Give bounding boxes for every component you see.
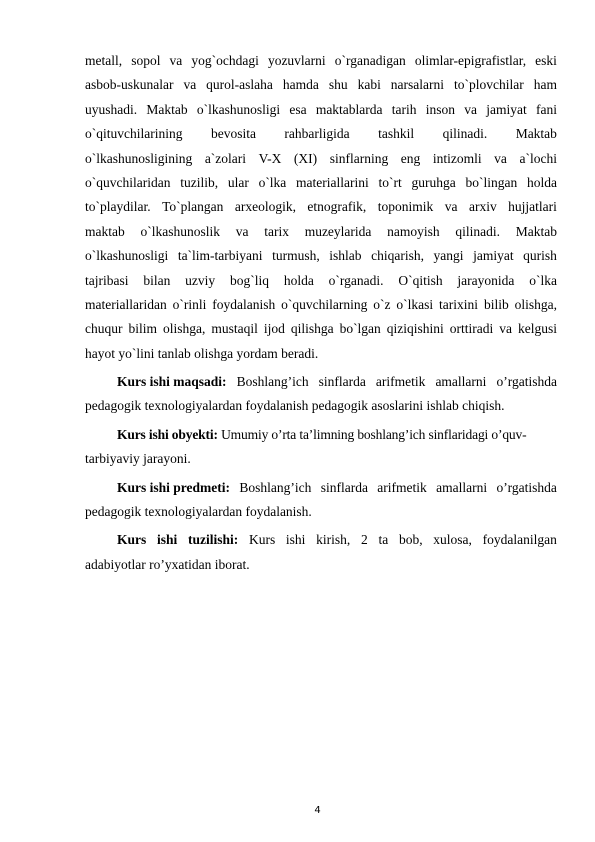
intro-word: Maktab: [515, 126, 557, 142]
intro-word: chiqarish,: [371, 248, 424, 264]
intro-line: [85, 317, 557, 341]
object-paragraph: [85, 423, 557, 472]
subject-paragraph: [85, 476, 557, 525]
structure-label-word: ishi: [156, 532, 178, 548]
intro-word: jamiyat: [486, 101, 527, 117]
structure-word: ishi: [285, 532, 306, 548]
structure-label-word: tuzilishi:: [187, 532, 239, 548]
intro-word: ijod: [263, 321, 285, 337]
intro-word: arxeologik,: [234, 199, 296, 215]
intro-word: esa: [289, 101, 307, 117]
intro-line: [85, 244, 557, 268]
aim-word: amallarni: [435, 374, 487, 390]
intro-word: o`lkashunosligining: [85, 150, 193, 166]
intro-word: materiallarini: [296, 174, 369, 190]
intro-word: asbob-uskunalar: [85, 77, 174, 93]
intro-line: [85, 220, 557, 244]
intro-word: o`lkashunosligi: [85, 248, 169, 264]
intro-line: [85, 147, 557, 171]
intro-word: va: [494, 150, 507, 166]
intro-word: va: [464, 101, 477, 117]
aim-word: sinflarda: [318, 374, 366, 390]
object-text-end: tarbiyaviy jarayoni.: [85, 451, 191, 467]
intro-word: va: [235, 223, 249, 239]
intro-word: arxiv: [468, 199, 497, 215]
intro-word: muzeylarida: [304, 223, 372, 239]
subject-word: amallarni: [436, 479, 488, 495]
intro-word: eski: [535, 53, 557, 68]
intro-word: toponimik: [377, 199, 434, 215]
intro-word: uyushadi.: [85, 101, 138, 117]
intro-word: qurish: [523, 248, 557, 264]
intro-word: o`rganadigan: [334, 53, 406, 68]
intro-word: metall,: [85, 53, 123, 68]
intro-word: holda: [526, 174, 557, 190]
intro-line: [85, 195, 557, 219]
intro-word: tuzilib,: [180, 174, 219, 190]
intro-word: o`quvchilarning: [281, 296, 368, 312]
intro-word: (XI): [293, 150, 318, 166]
structure-word: 2: [361, 532, 368, 548]
intro-word: o`quvchilaridan: [85, 174, 171, 190]
intro-word: va: [183, 77, 197, 93]
intro-word: hamda: [282, 77, 319, 93]
intro-word: maktab: [85, 223, 125, 239]
intro-word: olimlar-epigrafistlar,: [414, 53, 527, 68]
intro-word: sopol: [131, 53, 161, 68]
intro-word: Maktab: [515, 223, 557, 239]
intro-word: eng: [400, 150, 421, 166]
structure-word: foydalanilgan: [482, 532, 557, 548]
intro-word: a`lochi: [519, 150, 557, 166]
intro-word: shu: [328, 77, 348, 93]
intro-word: yog`ochdagi: [191, 53, 259, 68]
structure-text-end: adabiyotlar ro’yxatidan iborat.: [85, 556, 250, 572]
intro-word: bilib: [483, 296, 509, 312]
intro-word: o`lkasi: [396, 296, 434, 312]
intro-word: o`qituvchilarining: [85, 126, 183, 142]
intro-word: o`lkashunosligi: [196, 101, 281, 117]
aim-line-2: [85, 394, 557, 418]
intro-word: To`plangan: [162, 199, 224, 215]
intro-word: va: [444, 199, 458, 215]
structure-word: kirish,: [316, 532, 351, 548]
subject-word: arifmetik: [377, 479, 427, 495]
intro-line: [85, 73, 557, 97]
intro-line: [85, 342, 557, 366]
subject-line-1: [85, 476, 557, 500]
intro-word: O`qitish: [398, 272, 443, 288]
intro-word: o`lkashunoslik: [140, 223, 220, 239]
intro-word: tarixini: [439, 296, 479, 312]
object-line-2: [85, 447, 557, 471]
intro-word: yangi: [433, 248, 464, 264]
structure-paragraph: [85, 528, 557, 577]
intro-word: tajribasi: [85, 272, 129, 288]
intro-word: qilishga: [290, 321, 334, 337]
subject-word: sinflarda: [320, 479, 368, 495]
intro-word: a`zolari: [204, 150, 247, 166]
structure-word: bob,: [398, 532, 423, 548]
intro-line: [85, 49, 557, 73]
intro-word: bog`liq: [229, 272, 269, 288]
intro-word: yozuvlarni: [267, 53, 326, 68]
aim-label: Kurs ishi maqsadi:: [117, 374, 227, 390]
intro-paragraph: [85, 49, 557, 366]
page-number: 4: [314, 805, 321, 816]
object-line-1: [85, 423, 557, 447]
intro-word: ham: [533, 77, 557, 93]
intro-word: va: [169, 53, 183, 68]
intro-word: o`lka: [529, 272, 557, 288]
intro-word: olishga,: [514, 296, 557, 312]
intro-word: narsalarni: [390, 77, 445, 93]
intro-word: qilinadi.: [442, 126, 488, 142]
object-label: Kurs ishi obyekti:: [117, 426, 218, 442]
intro-word: bo`lingan: [465, 174, 518, 190]
aim-word: Boshlang’ich: [236, 374, 309, 390]
intro-word: qiziqishini: [386, 321, 444, 337]
intro-word: jamiyat: [473, 248, 514, 264]
intro-word: to`playdilar.: [85, 199, 151, 215]
intro-word: bilan: [143, 272, 171, 288]
intro-word: fani: [535, 101, 557, 117]
intro-word: bilim: [128, 321, 157, 337]
subject-word: o’rgatishda: [496, 479, 557, 495]
intro-word: kabi: [357, 77, 381, 93]
intro-word: tashkil: [378, 126, 415, 142]
structure-word: xulosa,: [433, 532, 472, 548]
document-page: [85, 49, 557, 577]
intro-word: ular: [227, 174, 249, 190]
intro-word: o`rinli: [172, 296, 207, 312]
intro-word: Maktab: [146, 101, 188, 117]
aim-paragraph: [85, 370, 557, 419]
intro-word: turmush,: [272, 248, 320, 264]
intro-word: qilinadi.: [455, 223, 500, 239]
intro-word: maktablarda: [315, 101, 383, 117]
intro-word: ta`lim-tarbiyani: [177, 248, 263, 264]
intro-word: to`plovchilar: [454, 77, 524, 93]
intro-word: bo`lgan: [339, 321, 381, 337]
intro-line: [85, 122, 557, 146]
intro-line: [85, 293, 557, 317]
intro-word: rahbarligida: [284, 126, 350, 142]
intro-word: mustaqil: [211, 321, 258, 337]
intro-word: o`lka: [258, 174, 287, 190]
object-text: Umumiy o’rta ta’limning boshlang’ich sinflaridagi o’quv-: [221, 426, 527, 442]
intro-word: to`rt: [378, 174, 402, 190]
intro-word: namoyish: [387, 223, 440, 239]
intro-line: [85, 269, 557, 293]
intro-word: sinflarning: [329, 150, 389, 166]
structure-label-word: Kurs: [117, 532, 147, 548]
aim-word: o’rgatishda: [496, 374, 557, 390]
aim-word: arifmetik: [375, 374, 426, 390]
intro-word: holda: [283, 272, 314, 288]
intro-word: o`rganadi.: [328, 272, 384, 288]
intro-word: etnografik,: [307, 199, 367, 215]
intro-word: uzviy: [185, 272, 216, 288]
intro-line: [85, 98, 557, 122]
intro-word: va: [499, 321, 513, 337]
intro-word: intizomli: [432, 150, 482, 166]
subject-word: Boshlang’ich: [239, 479, 312, 495]
subject-line-2: [85, 500, 557, 524]
intro-word: hujjatlari: [508, 199, 557, 215]
structure-line-2: [85, 553, 557, 577]
structure-line-1: [85, 528, 557, 552]
intro-word: V-X: [258, 150, 282, 166]
aim-text-end: pedagogik texnologiyalardan foydalanish pedagogik asoslarini ishlab chiqish.: [85, 398, 505, 414]
intro-word: jarayonida: [457, 272, 515, 288]
intro-word: inson: [425, 101, 456, 117]
intro-word: qurol-aslaha: [206, 77, 273, 93]
intro-word: hayot yo`lini tanlab olishga yordam beradi.: [85, 345, 319, 361]
subject-text-end: pedagogik texnologiyalardan foydalanish.: [85, 504, 312, 520]
intro-word: chuqur: [85, 321, 123, 337]
intro-word: tarix: [264, 223, 289, 239]
intro-word: olishga,: [162, 321, 206, 337]
intro-word: tarih: [391, 101, 417, 117]
intro-word: bevosita: [210, 126, 256, 142]
intro-word: o`z: [373, 296, 391, 312]
subject-label: Kurs ishi predmeti:: [117, 479, 231, 495]
structure-word: ta: [378, 532, 389, 548]
intro-word: orttiradi: [449, 321, 494, 337]
aim-line-1: [85, 370, 557, 394]
intro-word: foydalanish: [212, 296, 276, 312]
intro-line: [85, 171, 557, 195]
intro-word: ishlab: [329, 248, 362, 264]
intro-word: materiallaridan: [85, 296, 167, 312]
structure-word: Kurs: [248, 532, 276, 548]
intro-word: guruhga: [411, 174, 456, 190]
intro-word: kelgusi: [518, 321, 557, 337]
